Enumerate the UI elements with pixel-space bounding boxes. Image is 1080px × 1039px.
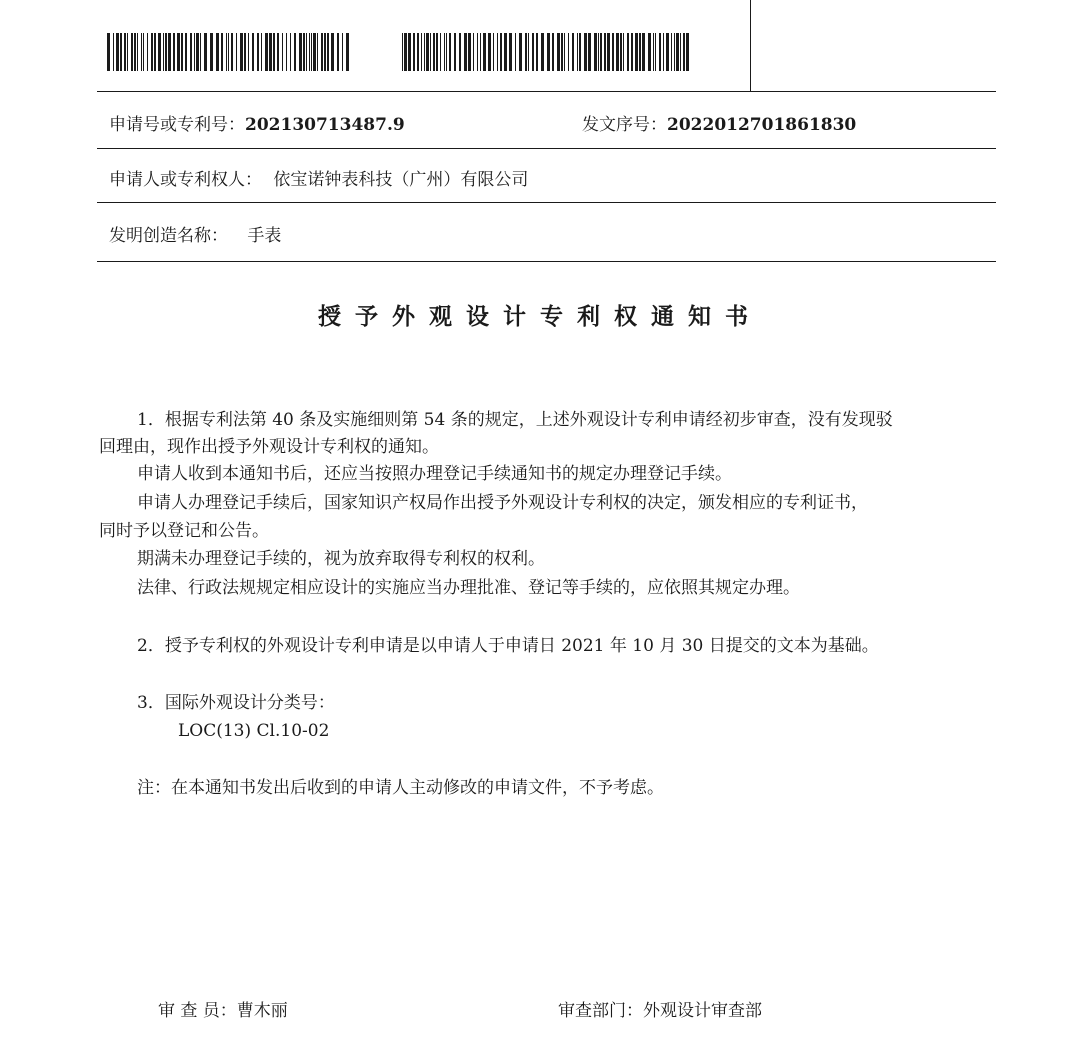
barcode-bar bbox=[659, 33, 661, 71]
barcode-bar bbox=[594, 33, 597, 71]
barcode-bar bbox=[404, 33, 407, 71]
barcode-bar bbox=[666, 33, 669, 71]
barcode-bar bbox=[436, 33, 438, 71]
barcode-bar bbox=[190, 33, 192, 71]
barcode-bar bbox=[674, 33, 675, 71]
barcode-bar bbox=[324, 33, 326, 71]
barcode-bar bbox=[200, 33, 201, 71]
barcode-bar bbox=[134, 33, 136, 71]
header-rule-2 bbox=[97, 148, 996, 149]
barcode-bar bbox=[236, 33, 237, 71]
document-title: 授予外观设计专利权通知书 bbox=[318, 304, 762, 330]
paragraph-1e: 法律、行政法规规定相应设计的实施应当办理批准、登记等手续的，应依照其规定办理。 bbox=[137, 578, 800, 598]
barcode-bar bbox=[642, 33, 645, 71]
barcode-bar bbox=[231, 33, 233, 71]
barcode-bar bbox=[127, 33, 128, 71]
barcode-bar bbox=[552, 33, 554, 71]
barcode-bar bbox=[497, 33, 498, 71]
paragraph-1c-line-2: 同时予以登记和公告。 bbox=[99, 521, 269, 541]
paragraph-2: 2．授予专利权的外观设计专利申请是以申请人于申请日 2021 年 10 月 30 日提交的文本为基础。 bbox=[137, 636, 879, 656]
barcode-bar bbox=[564, 33, 565, 71]
barcode-bar bbox=[311, 33, 312, 71]
barcode-bar bbox=[680, 33, 681, 71]
barcode-bar bbox=[620, 33, 622, 71]
barcode-right bbox=[402, 33, 694, 71]
paragraph-1d: 期满未办理登记手续的，视为放弃取得专利权的权利。 bbox=[137, 549, 545, 569]
design-name: 手表 bbox=[247, 226, 282, 246]
barcode-bar bbox=[598, 33, 599, 71]
barcode-bar bbox=[686, 33, 689, 71]
barcode-bar bbox=[177, 33, 180, 71]
document-number-row bbox=[582, 110, 856, 135]
barcode-bar bbox=[286, 33, 287, 71]
barcode-bar bbox=[683, 33, 685, 71]
barcode-bar bbox=[604, 33, 606, 71]
barcode-bar bbox=[480, 33, 481, 71]
barcode-bar bbox=[424, 33, 425, 71]
barcode-bar bbox=[269, 33, 272, 71]
barcode-bar bbox=[616, 33, 619, 71]
barcode-bar bbox=[165, 33, 167, 71]
barcode-bar bbox=[488, 33, 491, 71]
barcode-bar bbox=[221, 33, 223, 71]
barcode-bar bbox=[210, 33, 213, 71]
application-number: 202130713487.9 bbox=[245, 115, 405, 135]
barcode-bar bbox=[568, 33, 569, 71]
barcode-bar bbox=[173, 33, 175, 71]
barcode-bar bbox=[116, 33, 119, 71]
barcode-bar bbox=[536, 33, 538, 71]
document-number-label: 发文序号： bbox=[582, 115, 667, 135]
barcode-bar bbox=[557, 33, 560, 71]
barcode-bar bbox=[525, 33, 527, 71]
barcode-bar bbox=[473, 33, 474, 71]
paragraph-1-line-2: 回理由，现作出授予外观设计专利权的通知。 bbox=[99, 437, 439, 457]
barcode-bar bbox=[421, 33, 422, 71]
barcode-bar bbox=[631, 33, 633, 71]
barcode-bar bbox=[321, 33, 323, 71]
barcode-bar bbox=[137, 33, 138, 71]
barcode-bar bbox=[430, 33, 431, 71]
barcode-bar bbox=[579, 33, 581, 71]
barcode-bar bbox=[151, 33, 153, 71]
barcode-bar bbox=[612, 33, 614, 71]
classification-value: LOC(13) Cl.10-02 bbox=[178, 721, 330, 741]
barcode-bar bbox=[244, 33, 246, 71]
barcode-bar bbox=[446, 33, 447, 71]
barcode-bar bbox=[449, 33, 451, 71]
barcode-bar bbox=[342, 33, 343, 71]
barcode-bar bbox=[532, 33, 534, 71]
barcode-bar bbox=[147, 33, 148, 71]
barcode-bar bbox=[252, 33, 254, 71]
barcode-bar bbox=[653, 33, 654, 71]
header-rule-3 bbox=[97, 202, 996, 203]
barcode-bar bbox=[346, 33, 349, 71]
barcode-bar bbox=[309, 33, 310, 71]
barcode-bar bbox=[317, 33, 318, 71]
barcode-bar bbox=[154, 33, 156, 71]
header-rule-1 bbox=[97, 91, 996, 92]
application-number-label: 申请号或专利号： bbox=[109, 115, 245, 135]
barcode-bar bbox=[468, 33, 471, 71]
barcode-bar bbox=[519, 33, 522, 71]
barcode-bar bbox=[226, 33, 227, 71]
barcode-bar bbox=[600, 33, 602, 71]
barcode-bar bbox=[627, 33, 629, 71]
barcode-bar bbox=[113, 33, 114, 71]
barcode-bar bbox=[240, 33, 243, 71]
barcode-bar bbox=[459, 33, 461, 71]
barcode-bar bbox=[331, 33, 334, 71]
barcode-bar bbox=[277, 33, 279, 71]
design-name-label: 发明创造名称： bbox=[109, 226, 228, 246]
note: 注：在本通知书发出后收到的申请人主动修改的申请文件，不予考虑。 bbox=[137, 778, 664, 798]
barcode-bar bbox=[143, 33, 144, 71]
barcode-bar bbox=[290, 33, 291, 71]
barcode-bar bbox=[185, 33, 187, 71]
examining-department: 审查部门：外观设计审查部 bbox=[558, 1001, 762, 1021]
barcode-bar bbox=[181, 33, 183, 71]
applicant-name: 依宝诺钟表科技（广州）有限公司 bbox=[273, 170, 529, 190]
barcode-bar bbox=[261, 33, 262, 71]
barcode-bar bbox=[561, 33, 563, 71]
barcode-bar bbox=[163, 33, 164, 71]
barcode-bar bbox=[671, 33, 672, 71]
barcode-bar bbox=[248, 33, 249, 71]
barcode-bar bbox=[313, 33, 316, 71]
barcode-bar bbox=[228, 33, 229, 71]
barcode-bar bbox=[426, 33, 429, 71]
applicant-label: 申请人或专利权人： bbox=[109, 170, 262, 190]
barcode-bar bbox=[464, 33, 467, 71]
barcode-bar bbox=[588, 33, 591, 71]
header-rule-4 bbox=[97, 261, 996, 262]
design-name-row bbox=[109, 221, 281, 246]
barcode-bar bbox=[158, 33, 161, 71]
barcode-bar bbox=[120, 33, 122, 71]
barcode-bar bbox=[299, 33, 302, 71]
barcode-bar bbox=[477, 33, 478, 71]
barcode-bar bbox=[528, 33, 529, 71]
paragraph-1c-line-1: 申请人办理登记手续后，国家知识产权局作出授予外观设计专利权的决定，颁发相应的专利证书， bbox=[137, 493, 868, 513]
barcode-bar bbox=[216, 33, 219, 71]
barcode-bar bbox=[408, 33, 411, 71]
barcode-bar bbox=[402, 33, 403, 71]
barcode-bar bbox=[327, 33, 329, 71]
paragraph-1-line-1: 1．根据专利法第 40 条及实施细则第 54 条的规定，上述外观设计专利申请经初步审查，没有发现驳 bbox=[137, 410, 893, 430]
barcode-bar bbox=[547, 33, 550, 71]
applicant-row bbox=[109, 165, 528, 190]
barcode-bar bbox=[131, 33, 133, 71]
barcode-bar bbox=[433, 33, 435, 71]
barcode-bar bbox=[493, 33, 494, 71]
barcode-bar bbox=[676, 33, 679, 71]
barcode-bar bbox=[454, 33, 456, 71]
barcode-bar bbox=[337, 33, 339, 71]
barcode-bar bbox=[303, 33, 305, 71]
barcode-bar bbox=[107, 33, 110, 71]
barcode-bar bbox=[607, 33, 610, 71]
barcode-bar bbox=[168, 33, 171, 71]
header-divider-vertical bbox=[750, 0, 751, 91]
barcode-bar bbox=[635, 33, 638, 71]
barcode-bar bbox=[655, 33, 656, 71]
classification-label: 3．国际外观设计分类号： bbox=[137, 693, 335, 713]
barcode-bar bbox=[648, 33, 651, 71]
barcode-bar bbox=[141, 33, 142, 71]
barcode-bar bbox=[639, 33, 641, 71]
barcode-bar bbox=[265, 33, 268, 71]
barcode-bar bbox=[306, 33, 307, 71]
barcode-bar bbox=[440, 33, 441, 71]
barcode-bar bbox=[194, 33, 195, 71]
barcode-bar bbox=[509, 33, 512, 71]
examiner: 审 查 员：曹木丽 bbox=[158, 1001, 288, 1021]
barcode-bar bbox=[282, 33, 283, 71]
barcode-bar bbox=[623, 33, 624, 71]
barcode-bar bbox=[273, 33, 275, 71]
barcode-bar bbox=[204, 33, 207, 71]
barcode-bar bbox=[663, 33, 664, 71]
barcode-bar bbox=[417, 33, 419, 71]
barcode-bar bbox=[515, 33, 516, 71]
barcode-bar bbox=[196, 33, 199, 71]
barcode-bar bbox=[444, 33, 445, 71]
application-number-row bbox=[109, 110, 405, 135]
barcode-left bbox=[107, 33, 351, 71]
document-number: 2022012701861830 bbox=[667, 115, 857, 135]
paragraph-1b: 申请人收到本通知书后，还应当按照办理登记手续通知书的规定办理登记手续。 bbox=[137, 464, 732, 484]
barcode-bar bbox=[572, 33, 574, 71]
barcode-bar bbox=[584, 33, 587, 71]
barcode-bar bbox=[294, 33, 296, 71]
barcode-bar bbox=[413, 33, 415, 71]
barcode-bar bbox=[500, 33, 502, 71]
barcode-bar bbox=[504, 33, 507, 71]
barcode-bar bbox=[541, 33, 544, 71]
barcode-bar bbox=[257, 33, 259, 71]
barcode-bar bbox=[483, 33, 486, 71]
barcode-bar bbox=[124, 33, 126, 71]
barcode-bar bbox=[577, 33, 578, 71]
